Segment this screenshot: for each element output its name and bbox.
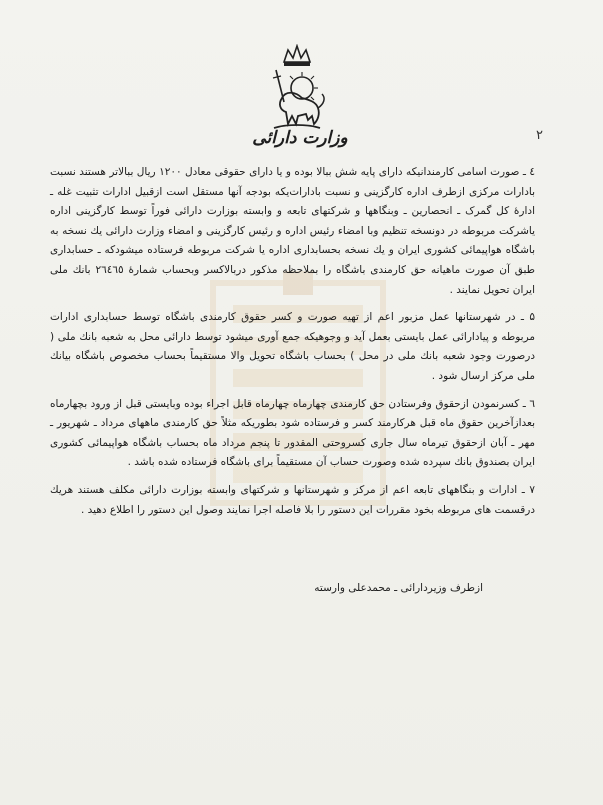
- paragraph-item-6: ٦ ـ کسرنمودن ازحقوق وفرستادن حق کارمندی چهارماه چهارماه قابل اجراء بوده وبایستی قبل از ورود بچهارماه بعدازآخرین حقوق ماه قبل هرکارمند کسر و فرستاده شود بطوریکه مثلاً حق کارمندی ماههای مرداد ـ شهریور ـ مهر ـ آبان ازحقوق تیرماه سال جاری کسروحتی‌ المقدور تا پنجم مرداد ماه بحساب باشگاه هواپیمائی کشوری ایران بصندوق بانك سپرده شده وصورت حساب آن مستقیماً برای باشگاه فرستاده شده باشد .: [50, 397, 535, 469]
- signature-line: ازطرف وزیردارائی ـ محمدعلی وارسته: [314, 582, 483, 594]
- paragraph-item-5: ۵ ـ در شهرستانها عمل مزبور اعم از تهیه صورت و کسر حقوق کارمندی باشگاه توسط حسابداری ادارات مربوطه و پیادارائی عمل بایستی بعمل آید و وجوهیکه جمع آوری میشود توسط دارائی محل به شعبه بانك ملی ( درصورت وجود شعبه بانك ملی در محل ) بحساب باشگاه تحویل والا مستقیماً بحساب مخصوص باشگاه بیانك ملی مرکز ارسال شود .: [50, 311, 535, 382]
- paragraph-item-4: ٤ ـ صورت اسامی کارمندانیکه دارای پایه شش ببالا بوده و یا دارای حقوقی معادل ۱۲۰۰ ریال ببالاتر هستند نسبت بادارات مرکزی ازطرف اداره کارگزینی و نسبت بادارات‌یکه بودجه آنها مستقل است ازقبیل ادارات تثبیت غله ـ ادارهٔ کل گمرک ـ انحصارین ـ وبنگاهها و شرکتهای تابعه و وابسته بوزارت دارائی فوراً توسط کارگزینی اداره یاشرکت مربوطه در دونسخه تنظیم وبا امضاء رئیس اداره و رئیس کارگزینی و امضاء وزارت دارائی یك نسخه به باشگاه هواپیمائی کشوری ایران و یك نسخه بحسابداری اداره یا شرکت مربوطه فرستاده میشودکه ـ حسابداری طبق آن صورت ماهیانه حق کارمندی باشگاه را بملاحظه مذکور دربالاکسر وبحساب شمارهٔ ۲٦٤٦٥ بانك ملی ایران تحویل نمایند .: [50, 166, 535, 296]
- ministry-title: وزارت دارائی: [252, 128, 348, 148]
- paragraph-item-7: ۷ ـ ادارات و بنگاههای تابعه اعم از مرکز و شهرستانها و شرکتهای وابسته بوزارت دارائی مکلف هستند هریك درقسمت های مربوطه بخود مقررات این دستور را بلا فاصله اجرا نمایند وصول این دستور را اطلاع دهید .: [50, 483, 535, 516]
- page-number: ۲: [536, 128, 543, 143]
- letter-body: [50, 163, 535, 520]
- lion-and-sun-emblem-icon: [262, 44, 332, 132]
